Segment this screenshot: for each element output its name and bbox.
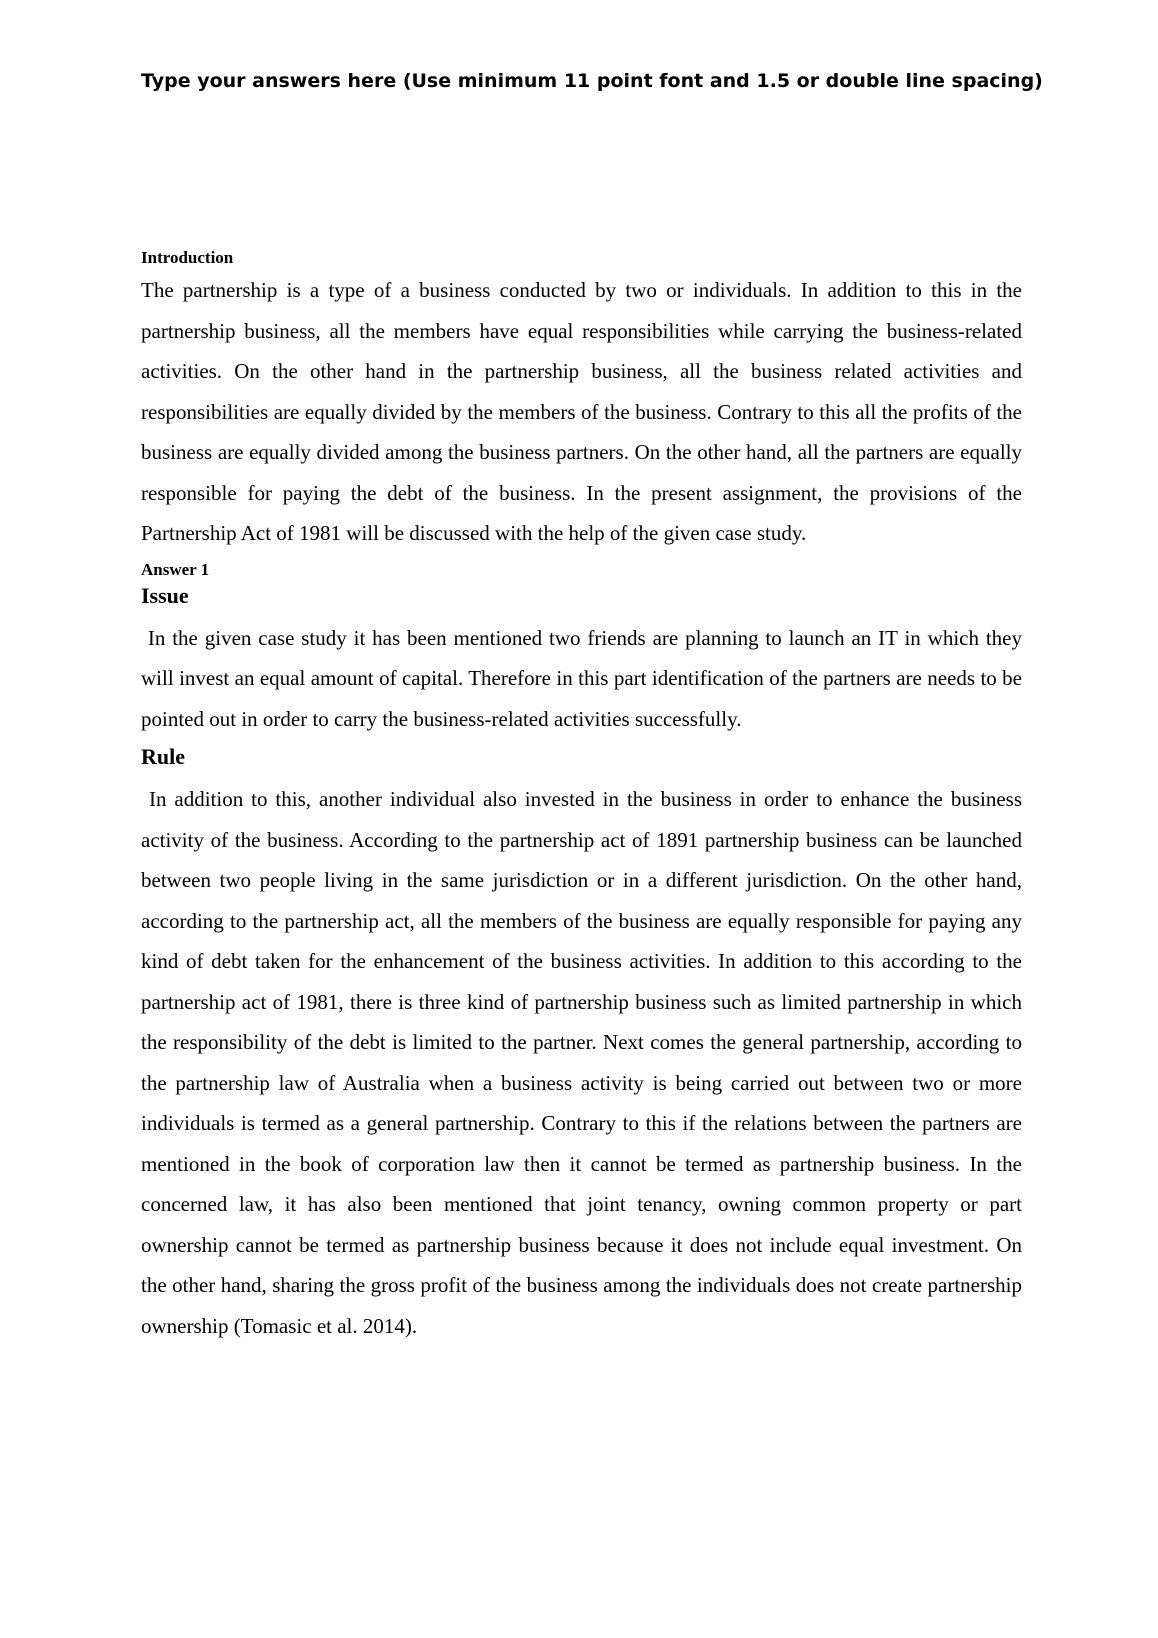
rule-heading: Rule (141, 744, 185, 769)
instruction-text: Type your answers here (Use minimum 11 point font and 1.5 or double line spacing) (141, 70, 1043, 92)
rule-paragraph: In addition to this, another individual also invested in the business in order to enhance the business activity of the business. According to the partnership act of 1891 partnership business can be launched between two people living in the same jurisdiction or in a different jurisdiction. On the other hand, according to the partnership act, all the members of the business are equally responsible for paying any kind of debt taken for the enhancement of the business activities. In addition to this according to the partnership act of 1981, there is three kind of partnership business such as limited partnership in which the responsibility of the debt is limited to the partner. Next comes the general partnership, according to the partnership law of Australia when a business activity is being carried out between two or more individuals is termed as a general partnership. Contrary to this if the relations between the partners are mentioned in the book of corporation law then it cannot be termed as partnership business. In the concerned law, it has also been mentioned that joint tenancy, owning common property or part ownership cannot be termed as partnership business because it does not include equal investment. On the other hand, sharing the gross profit of the business among the individuals does not create partnership ownership (Tomasic et al. 2014). (141, 787, 1022, 1338)
document-body (141, 246, 1022, 1346)
introduction-paragraph: The partnership is a type of a business conducted by two or individuals. In addition to this in the partnership business, all the members have equal responsibilities while carrying the business-related activities. On the other hand in the partnership business, all the business related activities and responsibilities are equally divided by the members of the business. Contrary to this all the profits of the business are equally divided among the business partners. On the other hand, all the partners are equally responsible for paying the debt of the business. In the present assignment, the provisions of the Partnership Act of 1981 will be discussed with the help of the given case study. (141, 278, 1022, 545)
introduction-heading: Introduction (141, 248, 234, 267)
issue-heading: Issue (141, 582, 189, 608)
issue-paragraph: In the given case study it has been mentioned two friends are planning to launch an IT in which they will invest an equal amount of capital. Therefore in this part identification of the partners are needs to be pointed out in order to carry the business-related activities successfully. (141, 625, 1022, 731)
answer-1-heading: Answer 1 (141, 559, 210, 579)
